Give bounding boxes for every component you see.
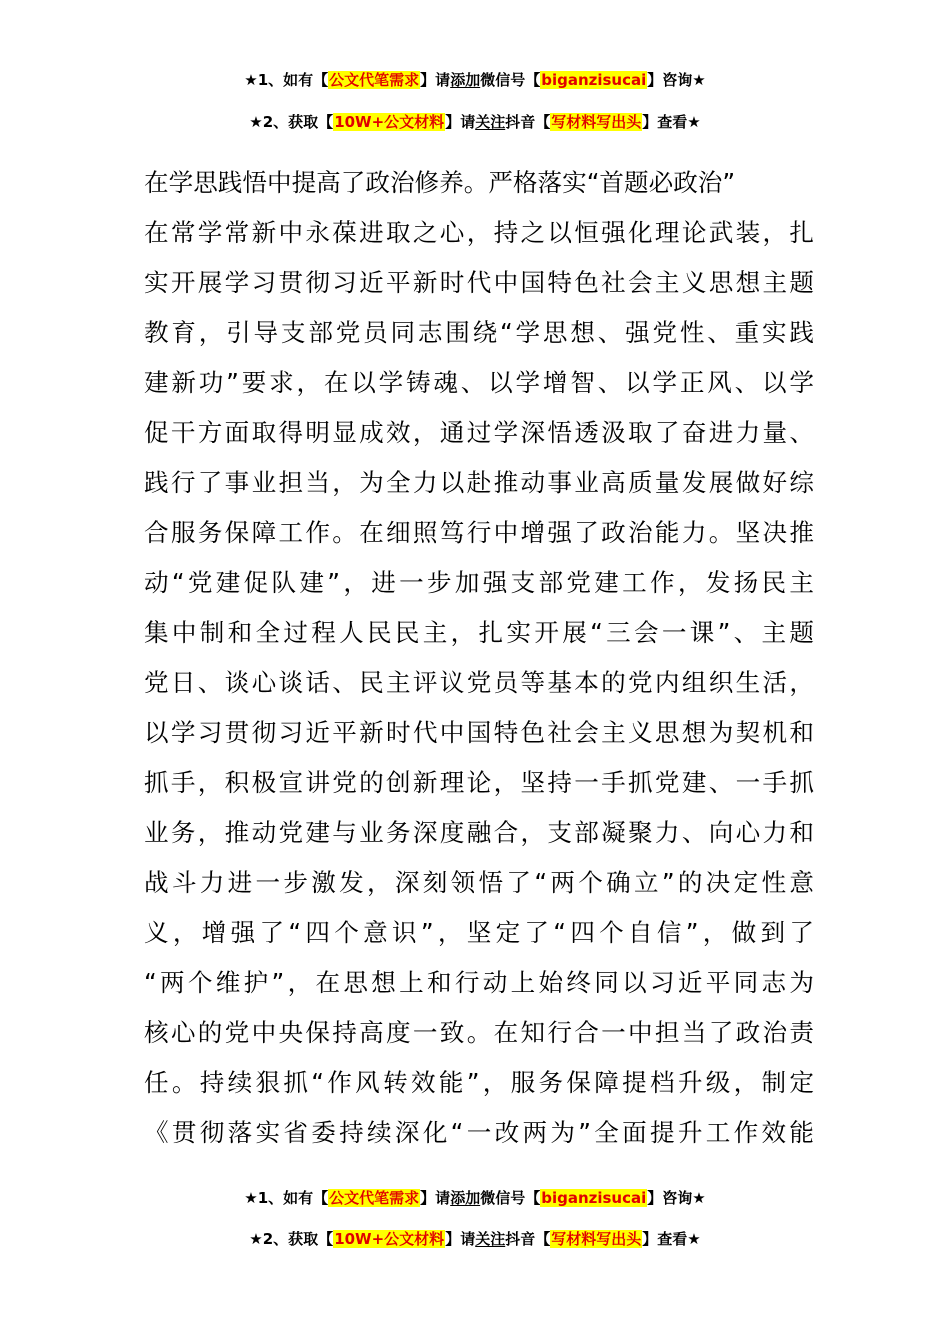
banner-text: 】查看★ — [642, 1230, 701, 1248]
banner-text: 微信号【 — [480, 1189, 541, 1207]
highlight-douyin-account: 写材料写出头 — [551, 113, 642, 131]
body-line: 在常学常新中永葆进取之心，持之以恒强化理论武装，扎 — [144, 218, 814, 247]
banner-text: 抖音【 — [505, 113, 551, 131]
body-line: 教育，引导支部党员同志围绕“学思想、强党性、重实践 — [144, 318, 814, 347]
banner-text: ★2、获取【 — [249, 1230, 334, 1248]
underlined-text: 关注 — [475, 1230, 506, 1248]
body-line: 战斗力进一步激发，深刻领悟了“两个确立”的决定性意 — [144, 868, 814, 897]
body-line: 建新功”要求，在以学铸魂、以学增智、以学正风、以学 — [144, 368, 814, 397]
body-line: 抓手，积极宣讲党的创新理论，坚持一手抓党建、一手抓 — [144, 768, 814, 797]
highlight-service: 公文代笔需求 — [329, 1189, 420, 1207]
body-line: 促干方面取得明显成效，通过学深悟透汲取了奋进力量、 — [144, 418, 814, 447]
highlight-service: 公文代笔需求 — [329, 71, 420, 89]
body-line: 业务，推动党建与业务深度融合，支部凝聚力、向心力和 — [144, 818, 814, 847]
header-banner-line-2 — [0, 112, 950, 132]
banner-text: 】咨询★ — [647, 1189, 706, 1207]
body-line: 动“党建促队建”，进一步加强支部党建工作，发扬民主 — [144, 568, 814, 597]
underlined-text: 添加 — [450, 71, 481, 89]
banner-text: 】咨询★ — [647, 71, 706, 89]
footer-banner-line-1 — [0, 1188, 950, 1208]
body-line: 践行了事业担当，为全力以赴推动事业高质量发展做好综 — [144, 468, 814, 497]
banner-text: 】请 — [445, 113, 476, 131]
banner-text: ★2、获取【 — [249, 113, 334, 131]
banner-text: 】请 — [445, 1230, 476, 1248]
banner-text: 抖音【 — [505, 1230, 551, 1248]
underlined-text: 添加 — [450, 1189, 481, 1207]
highlight-materials: 10W+公文材料 — [334, 113, 445, 131]
banner-text: 微信号【 — [480, 71, 541, 89]
body-line: 集中制和全过程人民民主，扎实开展“三会一课”、主题 — [144, 618, 814, 647]
body-line: 在学思践悟中提高了政治修养。严格落实“首题必政治” — [144, 168, 736, 197]
highlight-wechat-id: biganzisucai — [541, 1189, 647, 1207]
body-line: 核心的党中央保持高度一致。在知行合一中担当了政治责 — [144, 1018, 814, 1047]
body-line: 合服务保障工作。在细照笃行中增强了政治能力。坚决推 — [144, 518, 814, 547]
header-banner-line-1 — [0, 70, 950, 90]
banner-text: ★1、如有【 — [244, 71, 329, 89]
body-line: 《贯彻落实省委持续深化“一改两为”全面提升工作效能 — [144, 1118, 814, 1147]
document-body — [144, 158, 814, 1158]
banner-text: 】查看★ — [642, 113, 701, 131]
body-line: 任。持续狠抓“作风转效能”，服务保障提档升级，制定 — [144, 1068, 814, 1097]
highlight-douyin-account: 写材料写出头 — [551, 1230, 642, 1248]
body-line: 以学习贯彻习近平新时代中国特色社会主义思想为契机和 — [144, 718, 814, 747]
underlined-text: 关注 — [475, 113, 506, 131]
footer-banner-line-2 — [0, 1229, 950, 1249]
highlight-wechat-id: biganzisucai — [541, 71, 647, 89]
banner-text: 】请 — [420, 1189, 451, 1207]
banner-text: ★1、如有【 — [244, 1189, 329, 1207]
banner-text: 】请 — [420, 71, 451, 89]
body-line: 义，增强了“四个意识”，坚定了“四个自信”，做到了 — [144, 918, 814, 947]
body-line: “两个维护”，在思想上和行动上始终同以习近平同志为 — [144, 968, 814, 997]
body-line: 实开展学习贯彻习近平新时代中国特色社会主义思想主题 — [144, 268, 814, 297]
body-line: 党日、谈心谈话、民主评议党员等基本的党内组织生活， — [144, 668, 814, 697]
highlight-materials: 10W+公文材料 — [334, 1230, 445, 1248]
